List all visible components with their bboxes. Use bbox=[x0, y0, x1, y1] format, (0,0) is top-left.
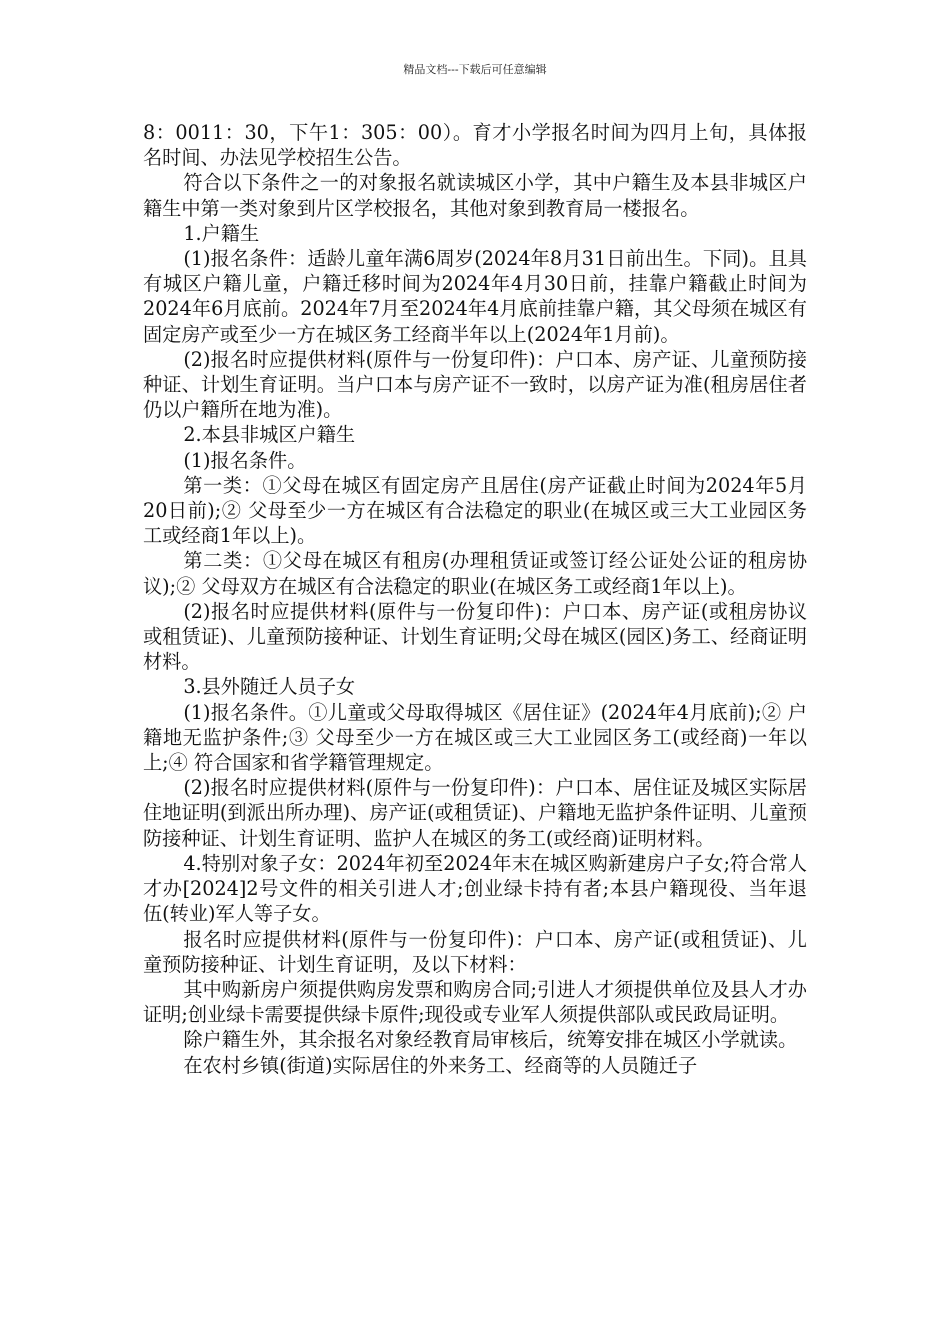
section-heading-3: 3.县外随迁人员子女 bbox=[183, 675, 356, 699]
paragraph-2: 符合以下条件之一的对象报名就读城区小学，其中户籍生及本县非城区户籍生中第一类对象到片区学校报名，其他对象到教育局一楼报名。 bbox=[143, 171, 807, 220]
paragraph-1: 8：0011：30，下午1：305：00）。育才小学报名时间为四月上旬，具体报名时间、办法见学校招生公告。 bbox=[143, 121, 807, 170]
paragraph-9: 第二类：①父母在城区有租房(办理租赁证或签订经公证处公证的租房协议);② 父母双方在城区有合法稳定的职业(在城区务工或经商1年以上)。 bbox=[143, 549, 807, 598]
paragraph-12: (1)报名条件。①儿童或父母取得城区《居住证》(2024年4月底前);② 户籍地无监护条件;③ 父母至少一方在城区或三大工业园区务工(或经商)一年以上;④ 符合国家和省学籍管理规定。 bbox=[143, 700, 807, 775]
paragraph-14: 4.特别对象子女：2024年初至2024年末在城区购新建房户子女;符合常人才办[2024]2号文件的相关引进人才;创业绿卡持有者;本县户籍现役、当年退伍(转业)军人等子女。 bbox=[143, 851, 807, 926]
paragraph-5: (2)报名时应提供材料(原件与一份复印件)：户口本、房产证、儿童预防接种证、计划生育证明。当户口本与房产证不一致时，以房产证为准(租房居住者仍以户籍所在地为准)。 bbox=[143, 347, 807, 422]
section-heading-1: 1.户籍生 bbox=[183, 221, 260, 245]
page-header: 精品文档---下载后可任意编辑 bbox=[403, 63, 547, 76]
paragraph-13: (2)报名时应提供材料(原件与一份复印件)：户口本、居住证及城区实际居住地证明(到派出所办理)、房产证(或租赁证)、户籍地无监护条件证明、儿童预防接种证、计划生育证明、监护人在城区的务工(或经商)证明材料。 bbox=[143, 776, 807, 850]
paragraph-18: 在农村乡镇(街道)实际居住的外来务工、经商等的人员随迁子 bbox=[183, 1053, 698, 1077]
paragraph-17: 除户籍生外，其余报名对象经教育局审核后，统筹安排在城区小学就读。 bbox=[183, 1028, 798, 1052]
paragraph-16: 其中购新房户须提供购房发票和购房合同;引进人才须提供单位及县人才办证明;创业绿卡需要提供绿卡原件;现役或专业军人须提供部队或民政局证明。 bbox=[143, 977, 807, 1027]
paragraph-10: (2)报名时应提供材料(原件与一份复印件)：户口本、房产证(或租房协议或租赁证)、儿童预防接种证、计划生育证明;父母在城区(园区)务工、经商证明材料。 bbox=[143, 599, 807, 674]
section-heading-2: 2.本县非城区户籍生 bbox=[183, 423, 356, 447]
paragraph-15: 报名时应提供材料(原件与一份复印件)：户口本、房产证(或租赁证)、儿童预防接种证、计划生育证明，及以下材料： bbox=[143, 927, 807, 976]
paragraph-4: (1)报名条件：适龄儿童年满6周岁(2024年8月31日前出生。下同)。且具有城区户籍儿童，户籍迁移时间为2024年4月30日前，挂靠户籍截止时间为2024年6月底前。2024年7月至2024年4月底前挂靠户籍，其父母须在城区有固定房产或至少一方在城区务工经商半年以上(2024年1月前)。 bbox=[143, 247, 807, 346]
paragraph-7: (1)报名条件。 bbox=[183, 448, 307, 472]
document-body bbox=[143, 120, 807, 1078]
paragraph-8: 第一类：①父母在城区有固定房产且居住(房产证截止时间为2024年5月20日前);② 父母至少一方在城区有合法稳定的职业(在城区或三大工业园区务工或经商1年以上)。 bbox=[143, 473, 807, 548]
